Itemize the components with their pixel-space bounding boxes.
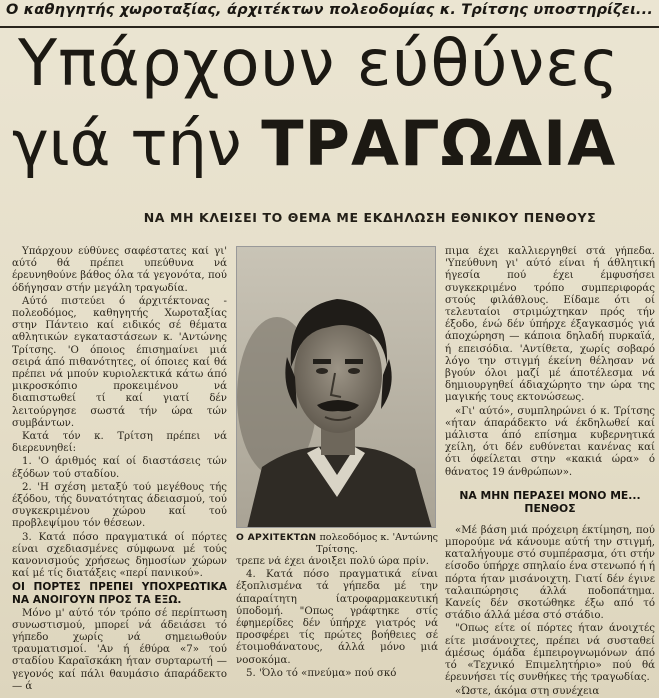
paragraph: 4. Κατά πόσο πραγματικά είναι έξοπλισμένα τά γήπεδα μέ την άπαραίτητη ίατροφαρμακευτική ύποδομή. "Οπως γράφτηκε στίς έφημερίδες δέν ύπήρχε γιατρός νά προσφέρει τίς πρώτες βοήθειες σέ έτοιμοθάνατους, άλλά μόνο μιά νοσοκόμα. (236, 569, 438, 666)
article-column-1 (12, 246, 227, 698)
paragraph: Υπάρχουν εύθύνες σαφέστατες καί γι' αύτό θά πρέπει υπεύθυνα νά έρευνηθούνε βάθος όλα τά γεγονότα, πού όδήγησαν στήν μεγάλη τραγωδία. (12, 246, 227, 294)
caption-text: πολεοδόμος κ. 'Αντώνης Τρίτσης. (316, 532, 438, 555)
paragraph: «Γι' αύτό», συμπληρώνει ό κ. Τρίτσης «ήταν άπαράδεκτο νά έκδηλωθεί καί μάλιστα άπό επίσημα κυβερνητικά χείλη, ότι δέν ευθύνεται κανένας καί ότι όφείλεται στην «κακιά ώρα» ό θάνατος 19 άνθρώπων». (445, 405, 655, 478)
headline-line-2 (12, 104, 652, 184)
paragraph: Κατά τόν κ. Τρίτση πρέπει νά διερευνηθεί: (12, 431, 227, 455)
article-subhead: ΝΑ ΜΗΝ ΠΕΡΑΣΕΙ ΜΟΝΟ ΜΕ... ΠΕΝΘΟΣ (459, 488, 641, 515)
paragraph: 2. 'Η σχέση μεταξύ τού μεγέθους τής έξόδου, τής δυνατότητας άδειασμού, τού συγκεκριμένου χώρου καί τού προβλεψίμου τόν θέσεων. (12, 481, 227, 530)
headline-line-1: Υπάρχουν εύθύνες (18, 27, 620, 101)
paragraph: Αύτό πιστεύει ό άρχιτέκτονας - πολεοδόμος, καθηγητής Χωροταξίας στην Πάντειο καί ειδικός σέ θέματα αθλητικών εγκαταστάσεων κ. 'Αντώνης Τρίτσης. 'Ο όποιος έπισημαίνει μιά σειρά άπό πιθανότητες, οί όποιες καί θά πρέπει νά μπούν κυριολεκτικά κάτω άπό μικροσκόπιο προκειμένου νά διαπιστωθεί τί καί γιατί δέν λειτούργησε σωστά τήν ώρα τών συμβάντων. (12, 295, 227, 429)
article-column-3 (445, 246, 655, 698)
article-deck: ΝΑ ΜΗ ΚΛΕΙΣΕΙ ΤΟ ΘΕΜΑ ΜΕ ΕΚΔΗΛΩΣΗ ΕΘΝΙΚΟΥ ΠΕΝΘΟΥΣ (143, 210, 597, 225)
paragraph: «Ώστε, άκόμα στη συνέχεια (455, 685, 600, 697)
article-kicker: Ο καθηγητής χωροταξίας, άρχιτέκτων πολεοδομίας κ. Τρίτσης υποστηρίζει... (6, 2, 654, 18)
article-column-2 (236, 556, 438, 698)
paragraph: «Μέ βάση μιά πρόχειρη έκτίμηση, πού μπορούμε νά κάνουμε αύτή την στιγμή, καταλήγουμε στό συμπέρασμα, ότι στήν είσοδο ύπήρχε σπηλαίο ένα στενωπό ή ή πόρτα ήταν μισάνοιχτη. Γιατί δέν έγινε ταλαιπώρησις άλλά ποδοπάτημα. Κανείς δέν σκοτώθηκε έξω από τό στάδιο άλλά μέσα στό στάδιο. (445, 524, 655, 622)
emphasis-paragraph: ΟΙ ΠΟΡΤΕΣ ΠΡΕΠΕΙ ΥΠΟΧΡΕΩΤΙΚΑ ΝΑ ΑΝΟΙΓΟΥΝ ΠΡΟΣ ΤΑ ΕΞΩ. (12, 581, 227, 607)
paragraph: 3. Κατά πόσο πραγματικά οί πόρτες είναι σχεδιασμένες σύμφωνα μέ τούς κανονισμούς χρήσεως δημοσίων χώρων καί μέ τίς διατάξεις «περί πανικού». (12, 531, 227, 580)
paragraph: Μόνο μ' αύτό τόν τρόπο σέ περίπτωση συνωστισμού, μπορεί νά άδειάσει τό γήπεδο χωρίς νά σημειωθούν τραυματισμοί. 'Αν ή έθύρα «7» τού σταδίου Καραϊσκάκη ήταν συρταρωτή — γεγονός καί πάλι θαυμάσιο άπαράδεκτο — ά (12, 607, 227, 692)
portrait-illustration (237, 247, 436, 528)
paragraph: "Οπως είτε οί πόρτες ήταν άνοιχτές είτε μισάνοιχτες, πρέπει νά συσταθεί άμέσως όμάδα έμπειρογνωμόνων άπό τό «Τεχνικό Επιμελητήριο» πού θά έρευνήσει τίς συνθήκες τής τραγωδίας. (445, 623, 655, 684)
caption-bold: Ο ΑΡΧΙΤΕΚΤΩΝ (236, 532, 317, 543)
paragraph: τρεπε νά έχει άνοιξει πολύ ώρα πρίν. (236, 556, 429, 567)
photo-caption (236, 532, 438, 555)
portrait-photo (236, 246, 436, 528)
paragraph: πιμα έχει καλλιεργηθεί στά γήπεδα. 'Υπεύθυνη γι' αύτό είναι ή άθλητική ήγεσία πού έχει έμφυσήσει συγκεκριμένο τρόπο συμπεριφοράς στούς φιλάθλους. Είδαμε ότι οί τελευταίοι στριμώχτηκαν πρός τήν έξοδο, ένώ δέν ύπήρχε έξαγκασμός γιά άποχώρηση — κάποια δηλαδή πυρκαϊά, ή επεισόδια. 'Αντίθετα, χωρίς σοβαρό λόγο την στιγμή έκείνη θέλησαν νά βγούν όλοι μαζί μέ άποτέλεσμα νά δημιουργηθεί άδιαχώρητο την ώρα της μαγικής τους εκτονώσεως. (445, 246, 655, 404)
headline-line-2-prefix: γιά τήν (12, 107, 242, 180)
paragraph: 5. 'Όλο τό «πνεύμα» πού σκό (246, 667, 397, 679)
paragraph: 1. 'Ο άριθμός καί οί διαστάσεις τών έξόδων τού σταδίου. (12, 456, 227, 480)
headline-emphasis: ΤΡΑΓΩΔΙΑ (261, 107, 617, 180)
